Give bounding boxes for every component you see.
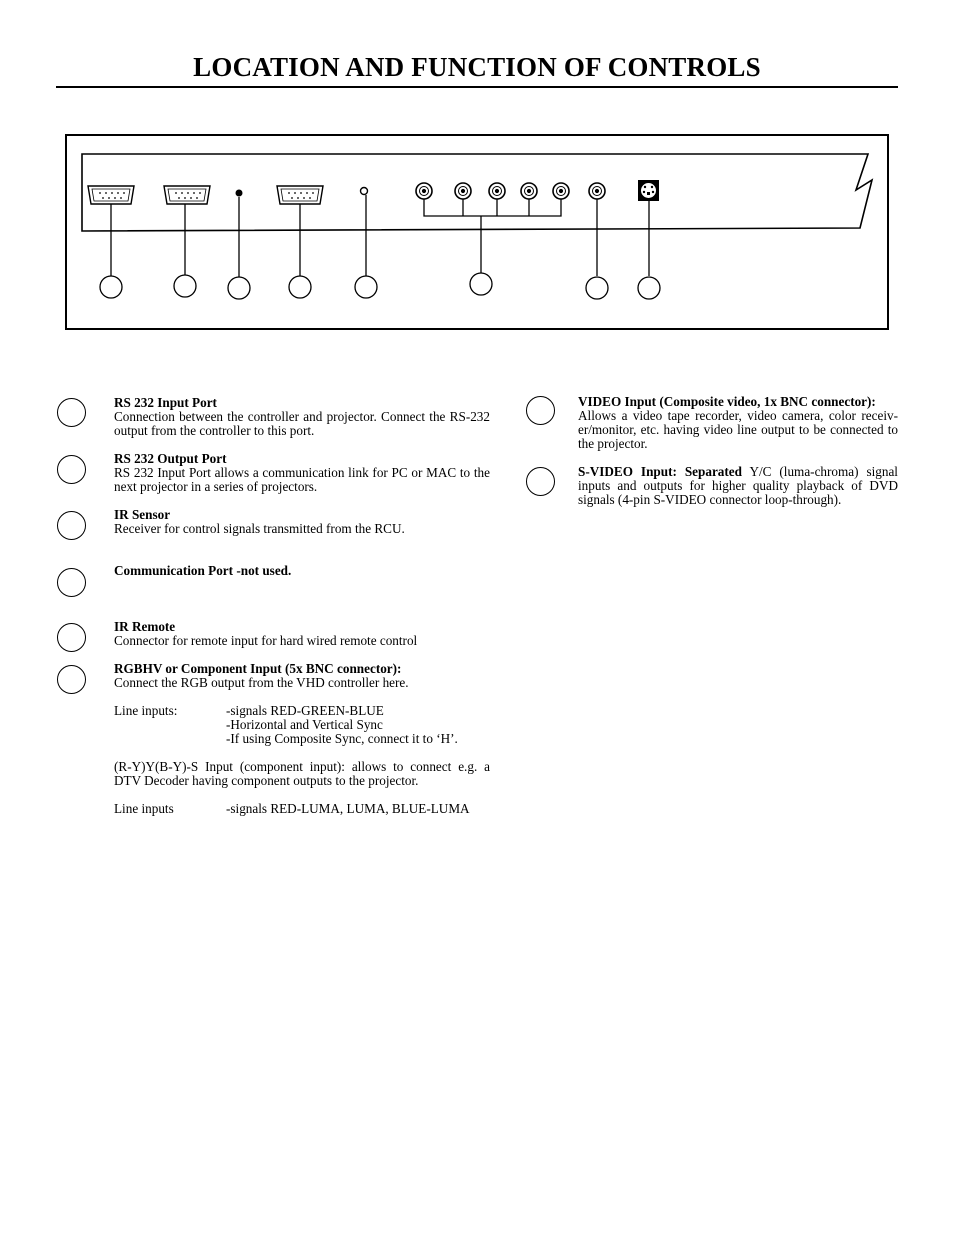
line-input-value: -Horizontal and Vertical Sync — [226, 717, 383, 732]
line-inputs-row — [114, 704, 490, 718]
ir-sensor-icon — [236, 190, 243, 197]
entry-body: Connection between the controller and projector. Connect the RS-232 output from the controller to this port. — [114, 409, 490, 438]
callout-circle-rs232-output — [57, 455, 86, 484]
callout-circle-4 — [289, 276, 311, 298]
entry-body: RS 232 Input Port allows a communication link for PC or MAC to the next projector in a series of projectors. — [114, 465, 490, 494]
entry-video-input — [578, 395, 898, 451]
callout-circle-communication-port — [57, 568, 86, 597]
entry-title: VIDEO Input (Composite video, 1x BNC connector): — [578, 394, 876, 409]
entry-title: RGBHV or Component Input (5x BNC connector): — [114, 661, 402, 676]
entry-title: Communication Port -not used. — [114, 563, 292, 578]
callout-circle-6 — [470, 273, 492, 295]
callout-circle-rgbhv-input — [57, 665, 86, 694]
entry-body: Connect the RGB output from the VHD controller here. — [114, 675, 409, 690]
entry-ir-remote — [114, 620, 490, 648]
rear-panel-diagram — [0, 0, 954, 360]
entry-body: Receiver for control signals transmitted from the RCU. — [114, 521, 405, 536]
line-input-value: -signals RED-LUMA, LUMA, BLUE-LUMA — [226, 801, 470, 816]
callout-circle-2 — [174, 275, 196, 297]
entry-body: Allows a video tape recorder, video camera, color receiv-er/monitor, etc. having video line output to be connected to the projector. — [578, 408, 898, 451]
component-input-text: (R-Y)Y(B-Y)-S Input (component input): allows to connect e.g. a DTV Decoder having component outputs to the projector. — [114, 759, 490, 788]
line-input-value: -If using Composite Sync, connect it to ‘H’. — [226, 731, 458, 746]
rs232-input-connector-icon — [88, 186, 134, 204]
rs232-output-connector-icon — [164, 186, 210, 204]
entry-body: Y/C (luma-chroma) signal inputs and outputs for higher quality playback of DVD signals (4-pin S-VIDEO connector loop-through). — [578, 464, 898, 507]
communication-port-connector-icon — [277, 186, 323, 204]
callout-circle-video-input — [526, 396, 555, 425]
entry-communication-port — [114, 564, 490, 578]
entry-body: Connector for remote input for hard wired remote control — [114, 633, 418, 648]
entry-title: RS 232 Output Port — [114, 451, 227, 466]
line-inputs-row — [114, 802, 490, 816]
entry-rs232-input — [114, 396, 490, 438]
callout-circle-7 — [586, 277, 608, 299]
s-video-connector-icon — [638, 180, 659, 201]
callout-circle-ir-remote — [57, 623, 86, 652]
ir-remote-jack-icon — [361, 188, 368, 195]
line-inputs-row — [114, 718, 490, 732]
bnc-connector-icons — [416, 183, 605, 199]
entry-rgbhv-input — [114, 662, 490, 816]
callout-circle-ir-sensor — [57, 511, 86, 540]
line-input-value: -signals RED-GREEN-BLUE — [226, 703, 384, 718]
entry-title: IR Sensor — [114, 507, 171, 522]
entry-rs232-output — [114, 452, 490, 494]
callout-circle-s-video-input — [526, 467, 555, 496]
callout-circle-3 — [228, 277, 250, 299]
line-inputs-label: Line inputs — [114, 801, 174, 816]
entry-title: RS 232 Input Port — [114, 395, 217, 410]
line-inputs-row — [114, 732, 490, 746]
callout-circle-8 — [638, 277, 660, 299]
entry-s-video-input — [578, 465, 898, 507]
callout-circle-5 — [355, 276, 377, 298]
line-inputs-label: Line inputs: — [114, 703, 178, 718]
entry-title: S-VIDEO Input: Separated — [578, 464, 742, 479]
entry-title: IR Remote — [114, 619, 176, 634]
callout-circle-1 — [100, 276, 122, 298]
callout-circle-rs232-input — [57, 398, 86, 427]
page-title: LOCATION AND FUNCTION OF CONTROLS — [193, 52, 761, 82]
entry-ir-sensor — [114, 508, 490, 536]
